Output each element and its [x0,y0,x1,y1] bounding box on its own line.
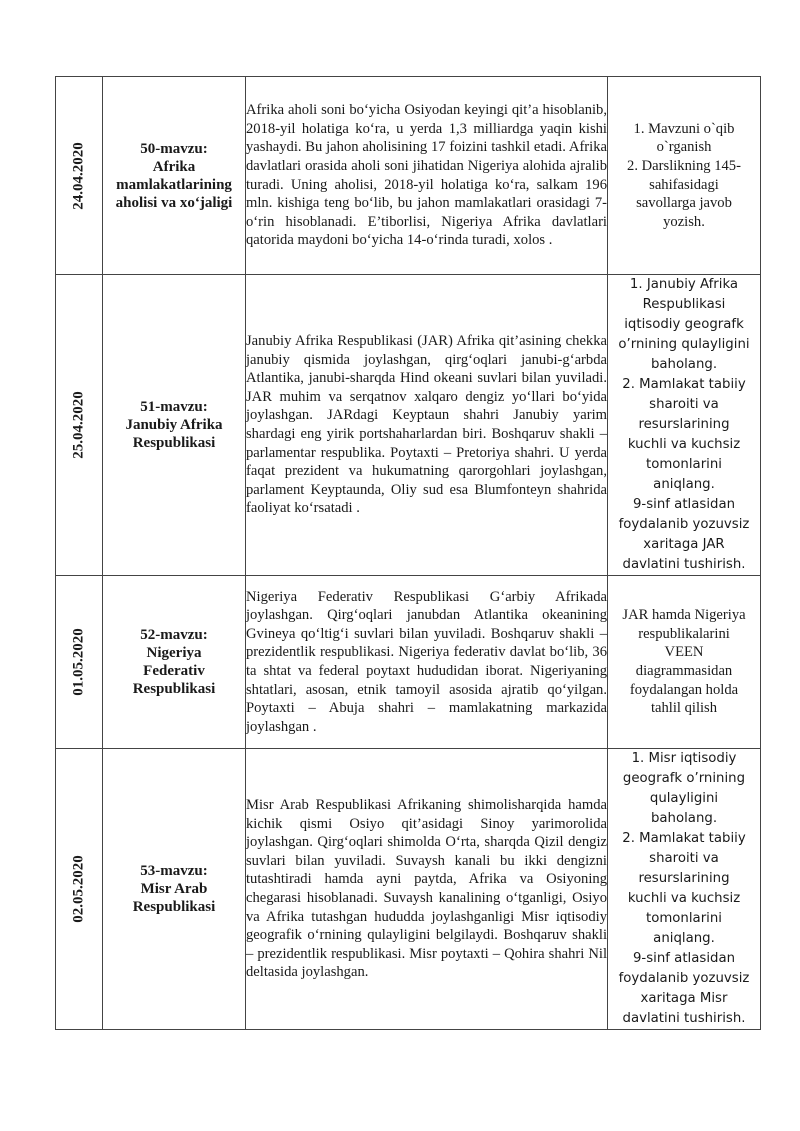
task-line: aniqlang. [653,931,715,946]
task-cell [608,275,761,576]
task-line: sahifasidagi [649,176,719,193]
task-line: 1. Janubiy Afrika [629,277,739,292]
task-cell [608,576,761,749]
lesson-text: Afrika aholi soni bo‘yicha Osiyodan keyingi qit’a hisoblanib, 2018-yil holatiga ko‘ra, u yerda 1,3 milliardga yaqin kishi yashaydi. Bu jahon aholisining 17 foizini tashkil etadi. Afrika davlatlari orasida aholi soni jihatidan Nigeriya alohida ajralib turadi. Uning aholisi, 2018-yil holatiga ko‘ra, salkam 196 mln. kishiga teng bo‘lib, bu jahon mamlakatlari orasidagi 7-o‘rin hisoblanadi. E’tiborlisi, Nigeriya Afrika davlatlari qatorida maydoni bo‘yicha 14-o‘rinda turadi, xolos . [246,77,608,275]
task-line: kuchli va kuchsiz [627,437,741,452]
task-line: tomonlarini [646,457,722,472]
task-line: xaritaga Misr [640,991,728,1006]
lesson-text: Nigeriya Federativ Respublikasi G‘arbiy Afrikada joylashgan. Qirg‘oqlari janubdan Atlantika okeanining Gvineya qo‘ltig‘i suvlari bilan yuviladi. Boshqaruv shakli – prezidentlik respublikasi. Nigeriya federativ davlat bo‘lib, 36 ta shtat va federal poytaxt hududidan iborat. Nigeriyaning shtatlari, asosan, etnik tamoyil asosida ajratib qo‘yilgan. Poytaxti – Abuja shahri – mamlakatning markazida joylashgan . [246,576,608,749]
task-line: 9-sinf atlasidan [632,951,736,966]
topic-line: Nigeriya [146,645,202,661]
topic-line: Misr Arab [140,881,208,897]
date-cell [56,77,103,275]
task-line: savollarga javob [636,195,732,212]
task-line: geografk o’rnining [622,771,746,786]
task-line: kuchli va kuchsiz [627,891,741,906]
task-line: o’rnining qulayligini [618,337,750,352]
task-line: tomonlarini [646,911,722,926]
task-line: VEEN [664,644,704,661]
topic-line: Respublikasi [132,899,216,915]
task-line: foydalanib yozuvsiz [618,971,750,986]
lesson-date: 02.05.2020 [70,855,87,923]
topic-line: Federativ [143,663,205,679]
task-line: sharoiti va [649,397,719,412]
task-line: tahlil qilish [650,700,718,717]
topic-cell [103,749,246,1030]
topic-line: Respublikasi [132,435,216,451]
topic-cell [103,275,246,576]
lesson-date: 25.04.2020 [70,391,87,459]
task-line: 1. Misr iqtisodiy [631,751,737,766]
task-cell [608,77,761,275]
table-row [56,77,761,275]
lesson-text: Janubiy Afrika Respublikasi (JAR) Afrika qit’asining chekka janubiy qismida joylashgan, qirg‘oqlari janubi-g‘arbda Atlantika, janubi-sharqda Hind okeani suvlari bilan yuviladi. JAR muhim va serqatnov xalqaro dengiz yo‘llari bo‘yida joylashgan. JARdagi Keyptaun shahri Janubiy yarim shardagi eng yirik portshaharlardan biri. Boshqaruv shakli – parlamentar respublika. Poytaxti – Pretoriya shahri. U yerda faqat prezident va hukumatning qarorgohlari joylashgan, parlament Keyptaunda, Oliy sud esa Blumfonteyn shahrida faoliyat ko‘rsatadi . [246,275,608,576]
task-line: qulayligini [649,791,719,806]
task-line: foydalangan holda [629,681,739,698]
lesson-text: Misr Arab Respublikasi Afrikaning shimolisharqida hamda kichik qismi Osiyo qit’asidagi Sinoy yarimorolida joylashgan. Qirg‘oqlari shimolda O‘rta, sharqda Qizil dengiz suvlari bilan yuviladi. Suvaysh kanali bu ikki dengizni tutashtiradi hamda ayni paytda, Afrika va Osiyoning chegarasi hisoblanadi. Suvaysh kanalining o‘tganligi, Osiyo va Afrika tutashgan hududda joylashganligi Misr iqtisodiy geografik o‘rnining qulayligini belgilaydi. Boshqaruv shakli – prezidentlik respublikasi. Misr poytaxti – Qohira shahri Nil deltasida joylashgan. [246,749,608,1030]
task-line: sharoiti va [649,851,719,866]
topic-cell [103,576,246,749]
date-cell [56,749,103,1030]
lesson-date: 01.05.2020 [70,628,87,696]
topic-line: 51-mavzu: [140,399,208,415]
task-line: resurslarining [638,417,730,432]
task-line: baholang. [650,357,718,372]
task-line: 1. Mavzuni o`qib [633,120,735,137]
topic-cell [103,77,246,275]
task-line: iqtisodiy geografk [624,317,744,332]
topic-line: 53-mavzu: [140,863,208,879]
date-cell [56,275,103,576]
date-cell [56,576,103,749]
task-line: respublikalarini [638,625,730,642]
task-line: yozish. [663,213,705,230]
task-line: aniqlang. [653,477,715,492]
topic-line: mamlakatlarining [116,176,232,193]
task-line: 2. Mamlakat tabiiy [622,377,746,392]
task-line: xaritaga JAR [643,537,725,552]
topic-line: Janubiy Afrika [125,417,223,433]
topic-line: aholisi va xo‘jaligi [115,194,233,211]
lesson-plan-table [55,76,761,1030]
task-line: o`rganish [656,139,712,156]
task-line: 2. Mamlakat tabiiy [622,831,746,846]
task-line: JAR hamda Nigeriya [622,607,746,624]
task-line: davlatini tushirish. [622,1011,746,1026]
task-line: 9-sinf atlasidan [632,497,736,512]
topic-line: Afrika [152,158,196,175]
task-line: baholang. [650,811,718,826]
topic-line: 52-mavzu: [140,627,208,643]
table-row [56,749,761,1030]
task-line: diagrammasidan [635,663,733,679]
task-cell [608,749,761,1030]
table-row [56,275,761,576]
topic-line: Respublikasi [132,681,216,697]
table-row [56,576,761,749]
task-line: Respublikasi [642,297,726,312]
task-line: resurslarining [638,871,730,886]
lesson-date: 24.04.2020 [70,141,87,210]
task-line: davlatini tushirish. [622,557,746,572]
topic-line: 50-mavzu: [140,140,208,157]
task-line: foydalanib yozuvsiz [618,517,750,532]
task-line: 2. Darslikning 145- [627,157,741,174]
